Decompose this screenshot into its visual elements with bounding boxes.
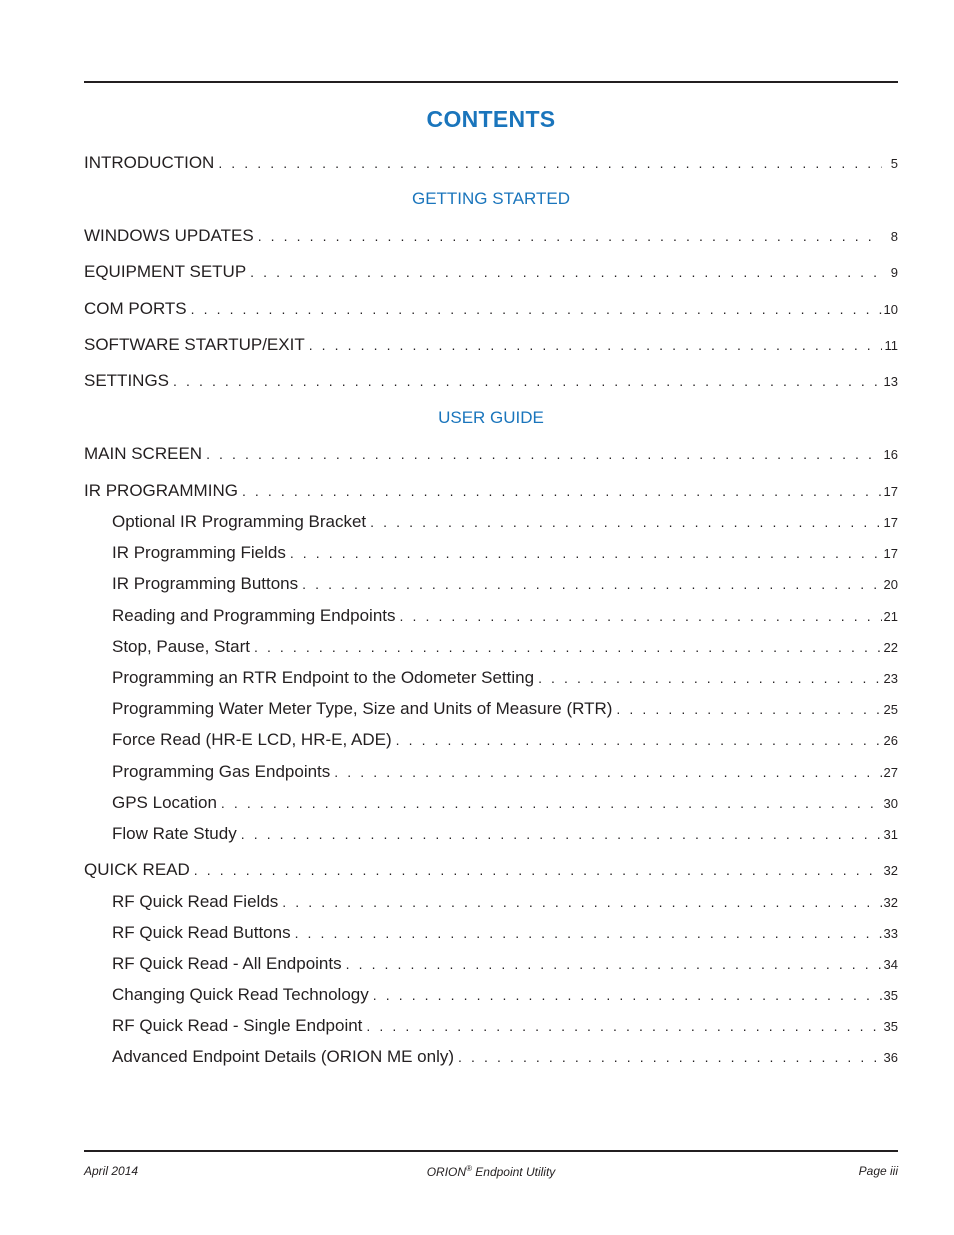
toc-entry-label: IR Programming Fields	[112, 543, 286, 562]
toc-entry-page: 32	[883, 863, 898, 878]
toc-entry-page: 8	[890, 229, 898, 244]
dot-leader	[334, 761, 881, 783]
toc-entry-page: 16	[883, 447, 898, 462]
registered-mark: ®	[466, 1164, 472, 1173]
toc-entry-label: COM PORTS	[84, 299, 187, 318]
toc-entry-label: IR Programming Buttons	[112, 574, 299, 593]
dot-leader	[302, 573, 881, 595]
toc-entry-page: 13	[883, 374, 898, 389]
toc-subentry[interactable]	[112, 729, 898, 751]
toc-entry-page: 17	[883, 515, 898, 530]
toc-entry[interactable]	[84, 370, 898, 392]
dot-leader	[295, 922, 882, 944]
toc-entry-page: 35	[883, 1019, 898, 1034]
toc-entry-label: RF Quick Read Buttons	[112, 923, 291, 942]
toc-entry-label: MAIN SCREEN	[84, 444, 203, 463]
toc-entry-label: RF Quick Read - All Endpoints	[112, 954, 342, 973]
dot-leader	[242, 480, 882, 502]
toc-entry-page: 31	[883, 827, 898, 842]
toc-entry-label: Programming Water Meter Type, Size and Units of Measure (RTR)	[112, 699, 613, 718]
toc-subentry[interactable]	[112, 891, 898, 913]
toc-entry[interactable]	[84, 225, 898, 247]
toc-entry[interactable]	[84, 480, 898, 502]
toc-entry-label: Advanced Endpoint Details (ORION ME only)	[112, 1047, 455, 1066]
dot-leader	[616, 698, 881, 720]
toc-entry-page: 36	[883, 1050, 898, 1065]
toc-entry[interactable]	[84, 261, 898, 283]
toc-entry-label: Changing Quick Read Technology	[112, 985, 369, 1004]
footer-product	[84, 1164, 898, 1179]
dot-leader	[373, 984, 882, 1006]
toc-entry-page: 27	[883, 765, 898, 780]
dot-leader	[309, 334, 882, 356]
section-heading-getting-started: GETTING STARTED	[411, 189, 571, 208]
toc-subentry[interactable]	[112, 573, 898, 595]
toc-subentry[interactable]	[112, 792, 898, 814]
toc-subentry[interactable]	[112, 698, 898, 720]
toc-subentry[interactable]	[112, 511, 898, 533]
toc-entry-page: 35	[883, 988, 898, 1003]
toc-entry[interactable]	[84, 443, 898, 465]
dot-leader	[194, 859, 882, 881]
footer-page-number: Page iii	[858, 1164, 898, 1178]
toc-entry-label: Programming Gas Endpoints	[112, 762, 331, 781]
toc-entry[interactable]	[84, 859, 898, 881]
footer-product-suffix: Endpoint Utility	[471, 1165, 556, 1179]
toc-entry-page: 21	[883, 609, 898, 624]
dot-leader	[346, 953, 882, 975]
toc-entry-page: 20	[883, 577, 898, 592]
toc-subentry[interactable]	[112, 761, 898, 783]
toc-entry-page: 25	[883, 702, 898, 717]
toc-entry-label: Optional IR Programming Bracket	[112, 512, 367, 531]
dot-leader	[218, 152, 882, 174]
toc-subentry[interactable]	[112, 922, 898, 944]
toc-entry-page: 17	[883, 546, 898, 561]
dot-leader	[254, 636, 882, 658]
footer-date: April 2014	[84, 1164, 139, 1178]
section-heading-user-guide: USER GUIDE	[438, 408, 544, 427]
toc-entry[interactable]	[84, 334, 898, 356]
toc-entry-page: 34	[883, 957, 898, 972]
toc-entry-label: Reading and Programming Endpoints	[112, 606, 396, 625]
toc-entry-label: EQUIPMENT SETUP	[84, 262, 247, 281]
toc-entry-page: 17	[883, 484, 898, 499]
toc-entry-page: 23	[883, 671, 898, 686]
dot-leader	[221, 792, 882, 814]
toc-subentry[interactable]	[112, 636, 898, 658]
dot-leader	[458, 1046, 881, 1068]
footer-product-name: ORION	[426, 1165, 467, 1179]
toc-subentry[interactable]	[112, 605, 898, 627]
toc-subentry[interactable]	[112, 1015, 898, 1037]
dot-leader	[191, 298, 882, 320]
toc-entry-label: RF Quick Read Fields	[112, 892, 279, 911]
dot-leader	[366, 1015, 881, 1037]
toc-entry-label: IR PROGRAMMING	[84, 481, 238, 500]
dot-leader	[258, 225, 882, 247]
toc-entry-label: Force Read (HR-E LCD, HR-E, ADE)	[112, 730, 392, 749]
dot-leader	[282, 891, 881, 913]
toc-entry-label: GPS Location	[112, 793, 217, 812]
dot-leader	[400, 605, 882, 627]
dot-leader	[206, 443, 881, 465]
toc-entry-label: INTRODUCTION	[84, 153, 215, 172]
dot-leader	[250, 261, 882, 283]
toc-entry-page: 33	[883, 926, 898, 941]
toc-entry-label: RF Quick Read - Single Endpoint	[112, 1016, 363, 1035]
toc-entry-page: 26	[883, 733, 898, 748]
dot-leader	[290, 542, 882, 564]
toc-entry-page: 32	[883, 895, 898, 910]
toc-entry-label: Stop, Pause, Start	[112, 637, 250, 656]
toc-subentry[interactable]	[112, 984, 898, 1006]
toc-subentry[interactable]	[112, 1046, 898, 1068]
dot-leader	[173, 370, 882, 392]
dot-leader	[241, 823, 882, 845]
dot-leader	[538, 667, 881, 689]
toc-entry[interactable]	[84, 298, 898, 320]
toc-entry-label: SOFTWARE STARTUP/EXIT	[84, 335, 305, 354]
toc-subentry[interactable]	[112, 667, 898, 689]
toc-subentry[interactable]	[112, 953, 898, 975]
toc-entry-label: Flow Rate Study	[112, 824, 237, 843]
toc-subentry[interactable]	[112, 542, 898, 564]
toc-entry-label: SETTINGS	[84, 371, 170, 390]
toc-entry-label: WINDOWS UPDATES	[84, 226, 254, 245]
toc-entry-label: QUICK READ	[84, 860, 190, 879]
toc-entry-page: 5	[890, 156, 898, 171]
toc-entry-page: 22	[883, 640, 898, 655]
dot-leader	[370, 511, 881, 533]
bottom-rule	[84, 1150, 898, 1152]
toc-entry-page: 30	[883, 796, 898, 811]
toc-subentry[interactable]	[112, 823, 898, 845]
dot-leader	[396, 729, 882, 751]
toc-entry-label: Programming an RTR Endpoint to the Odometer Setting	[112, 668, 535, 687]
toc-entry-page: 10	[883, 302, 898, 317]
toc-entry-page: 9	[890, 265, 898, 280]
toc-entry[interactable]	[84, 152, 898, 174]
toc-entry-page: 11	[884, 338, 898, 353]
page-title: CONTENTS	[426, 106, 556, 132]
top-rule	[84, 81, 898, 83]
